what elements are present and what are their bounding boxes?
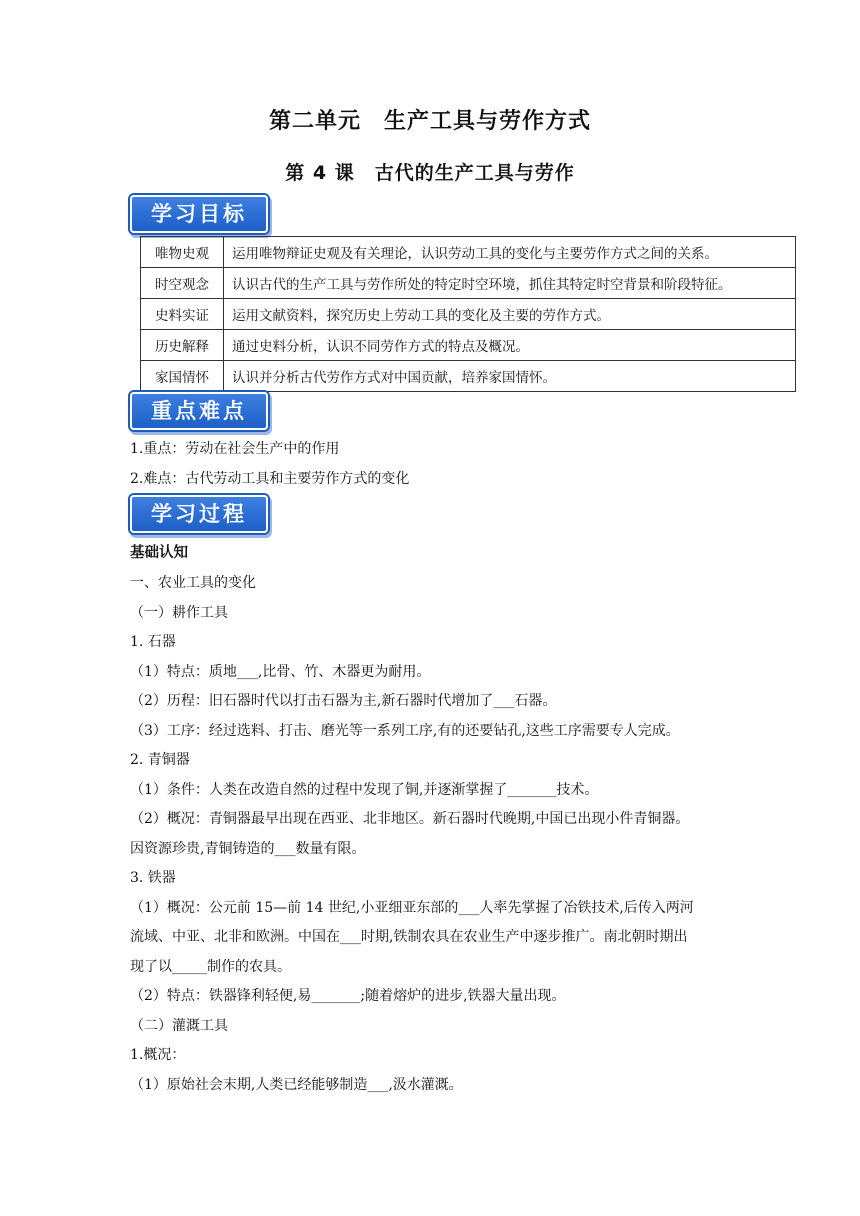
goal-key: 历史解释 [141, 330, 224, 361]
learning-goals-table [140, 236, 796, 392]
goal-value: 运用文献资料，探究历史上劳动工具的变化及主要的劳作方式。 [224, 299, 796, 330]
goal-value: 运用唯物辩证史观及有关理论，认识劳动工具的变化与主要劳作方式之间的关系。 [224, 237, 796, 268]
content-line: （1）特点：质地___,比骨、竹、木器更为耐用。 [130, 664, 431, 680]
goal-key: 史料实证 [141, 299, 224, 330]
goal-value: 通过史料分析，认识不同劳作方式的特点及概况。 [224, 330, 796, 361]
goal-key: 唯物史观 [141, 237, 224, 268]
learning-goals-badge: 学习目标 [130, 195, 268, 233]
content-line: 1.概况： [130, 1047, 186, 1063]
key-point-line: 1.重点：劳动在社会生产中的作用 [130, 441, 340, 457]
goal-value: 认识并分析古代劳作方式对中国贡献，培养家国情怀。 [224, 361, 796, 392]
content-line: （1）概况：公元前 15—前 14 世纪,小亚细亚东部的___人率先掌握了冶铁技术,后传入两河 [130, 900, 694, 916]
content-line: （一）耕作工具 [130, 605, 228, 621]
content-line: 流域、中亚、北非和欧洲。中国在___时期,铁制农具在农业生产中逐步推广。南北朝时期出 [130, 929, 688, 945]
section-heading: 基础认知 [130, 545, 188, 561]
content-line: （2）特点：铁器锋利轻便,易_______;随着熔炉的进步,铁器大量出现。 [130, 988, 566, 1004]
table-row [141, 237, 796, 268]
table-row [141, 268, 796, 299]
key-point-line: 2.难点：古代劳动工具和主要劳作方式的变化 [130, 471, 410, 487]
unit-title: 第二单元 生产工具与劳作方式 [268, 109, 591, 134]
learning-process-badge: 学习过程 [130, 495, 268, 533]
content-line: （1）条件：人类在改造自然的过程中发现了铜,并逐渐掌握了_______技术。 [130, 782, 599, 798]
goal-key: 时空观念 [141, 268, 224, 299]
content-line: 现了以_____制作的农具。 [130, 959, 291, 975]
content-line: 一、农业工具的变化 [130, 575, 256, 591]
content-line: 因资源珍贵,青铜铸造的___数量有限。 [130, 841, 366, 857]
content-line: 1. 石器 [130, 634, 176, 650]
content-line: 3. 铁器 [130, 870, 176, 886]
content-line: （1）原始社会末期,人类已经能够制造___,汲水灌溉。 [130, 1077, 463, 1093]
goal-value: 认识古代的生产工具与劳作所处的特定时空环境，抓住其特定时空背景和阶段特征。 [224, 268, 796, 299]
content-line: 2. 青铜器 [130, 752, 190, 768]
content-line: （二）灌溉工具 [130, 1018, 228, 1034]
goal-key: 家国情怀 [141, 361, 224, 392]
table-row [141, 361, 796, 392]
content-line: （2）历程：旧石器时代以打击石器为主,新石器时代增加了___石器。 [130, 693, 557, 709]
key-points-badge: 重点难点 [130, 392, 268, 430]
content-line: （2）概况：青铜器最早出现在西亚、北非地区。新石器时代晚期,中国已出现小件青铜器。 [130, 811, 690, 827]
table-row [141, 330, 796, 361]
lesson-title: 第 4 课 古代的生产工具与劳作 [285, 162, 575, 184]
content-line: （3）工序：经过选料、打击、磨光等一系列工序,有的还要钻孔,这些工序需要专人完成。 [130, 723, 680, 739]
table-row [141, 299, 796, 330]
